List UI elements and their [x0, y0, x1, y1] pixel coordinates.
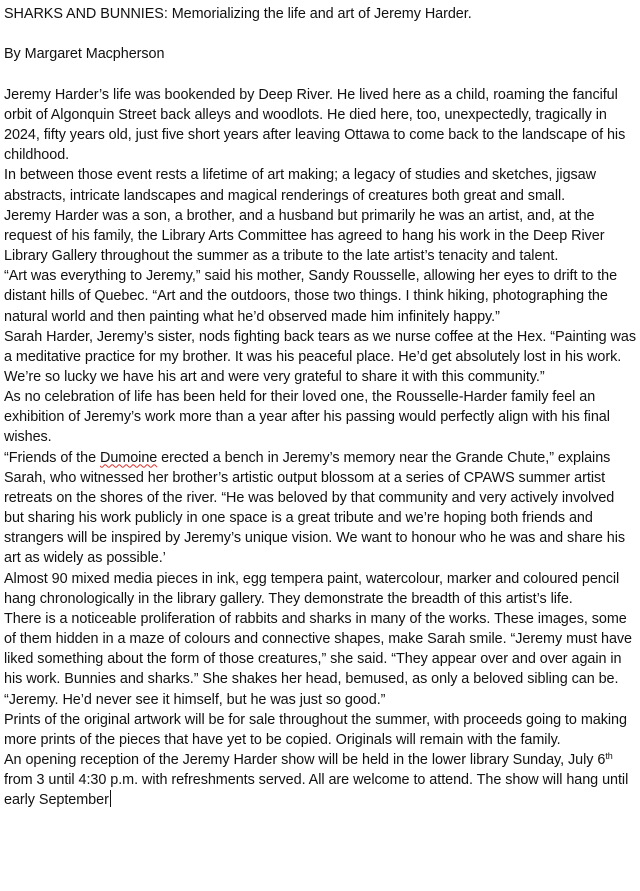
ordinal-superscript: th: [605, 750, 613, 761]
paragraph-reception: [4, 750, 638, 810]
article-byline: By Margaret Macpherson: [4, 46, 165, 63]
text-cursor: [110, 790, 111, 807]
spellcheck-flagged-word[interactable]: Dumoine: [99, 449, 158, 466]
paragraph-celebration: As no celebration of life has been held for their loved one, the Rousselle-Harder family feel an exhibition of Jeremy’s work more than a year after his passing would perfectly align with his final wishes.: [4, 389, 610, 446]
paragraph-prints: Prints of the original artwork will be for sale throughout the summer, with proceeds going to making more prints of the pieces that have yet to be copied. Originals will remain with the family.: [4, 711, 627, 748]
paragraph-reception-rest: from 3 until 4:30 p.m. with refreshments served. All are welcome to attend. The show will hang until early September: [4, 772, 629, 809]
paragraph-lifetime: In between those event rests a lifetime of art making; a legacy of studies and sketches, jigsaw abstracts, intricate landscapes and magical renderings of creatures both great and small.: [4, 167, 596, 204]
article-body: [4, 85, 638, 811]
paragraph-reception-start: An opening reception of the Jeremy Harder show will be held in the lower library Sunday, July 6: [4, 751, 606, 768]
paragraph-sharks-bunnies: There is a noticeable proliferation of rabbits and sharks in many of the works. These images, some of them hidden in a maze of colours and connective shapes, make Sarah smile. “Jeremy must have liked something about the form of those creatures,” she said. “They appear over and over again in his work. Bunnies and sharks.” She shakes her head, bemused, as only a beloved sibling can be. “Jeremy. He’d never see it himself, but he was just so good.”: [4, 610, 633, 708]
document-page[interactable]: [4, 4, 638, 810]
paragraph-committee: Jeremy Harder was a son, a brother, and a husband but primarily he was an artist, and, at the request of his family, the Library Arts Committee has agreed to hang his work in the Deep River Library Gallery throughout the summer as a tribute to the late artist’s tenacity and talent.: [4, 207, 605, 265]
paragraph-media: Almost 90 mixed media pieces in ink, egg tempera paint, watercolour, marker and coloured pencil hang chronologically in the library gallery. They demonstrate the breadth of this artist’s life.: [4, 570, 620, 607]
article-title: SHARKS AND BUNNIES: Memorializing the life and art of Jeremy Harder.: [4, 6, 472, 22]
paragraph-mother-quote: “Art was everything to Jeremy,” said his mother, Sandy Rousselle, allowing her eyes to drift to the distant hills of Quebec. “Art and the outdoors, those two things. I think hiking, photographing the natural world and then painting what he’d observed made him infinitely happy.”: [4, 268, 618, 325]
paragraph-sister-quote: Sarah Harder, Jeremy’s sister, nods fighting back tears as we nurse coffee at the Hex. “Painting was a meditative practice for my brother. It was his peaceful place. He’d get absolutely lost in his work. We’re so lucky we have his art and were very grateful to share it with this community.”: [4, 328, 636, 385]
paragraph-dumoine-rest: erected a bench in Jeremy’s memory near the Grande Chute,” explains Sarah, who witnessed her brother’s artistic output blossom at a series of CPAWS summer artist retreats on the shores of the river. “He was beloved by that community and very actively involved but sharing his work publicly in one space is a great tribute and we’re hoping both friends and strangers will be inspired by Jeremy’s unique vision. We want to honour who he was and share his art as widely as possible.’: [4, 449, 625, 567]
paragraph-intro: Jeremy Harder’s life was bookended by Deep River. He lived here as a child, roaming the fanciful orbit of Algonquin Street back alleys and woodlots. He died here, too, unexpectedly, tragically in 2024, fifty years old, just five short years after leaving Ottawa to come back to the landscape of his childhood.: [4, 86, 626, 164]
paragraph-dumoine: [4, 448, 638, 569]
paragraph-dumoine-start: “Friends of the: [4, 449, 100, 466]
